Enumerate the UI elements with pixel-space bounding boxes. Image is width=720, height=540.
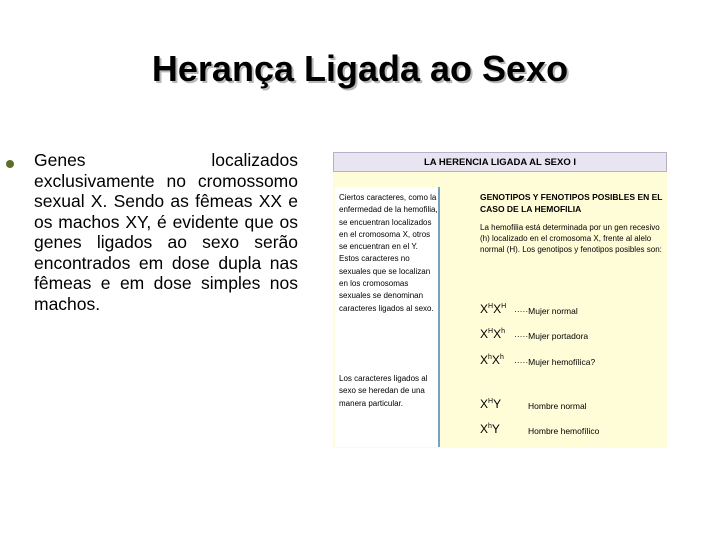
genotype: $X^HX^h$ xyxy=(480,327,505,341)
figure-right-column xyxy=(480,192,666,255)
slide-title: Herança Ligada ao Sexo xyxy=(151,48,569,89)
phenotype-label: ·····Mujer portadora xyxy=(514,331,589,341)
figure-right-text: La hemofilia está determinada por un gen recesivo (h) localizado en el cromosoma X, frente al alelo normal (H). Los genotipos y fenotipos posibles son: xyxy=(480,223,662,254)
phenotype-label: ·····Mujer normal xyxy=(514,306,578,316)
genotype: $X^HX^H$ xyxy=(480,302,507,316)
figure-left-paragraph-2: Los caracteres ligados al sexo se heredan de una manera particular. xyxy=(339,374,428,408)
phenotype-label: ·····Mujer hemofílica? xyxy=(514,357,596,367)
bullet-marker xyxy=(6,160,14,168)
hemophilia-figure xyxy=(333,152,667,448)
bullet-text: Genes localizados exclusivamente no cromossomo sexual X. Sendo as fêmeas XX e os machos XY, é evidente que os genes ligados ao sexo serão encontrados em dose dupla nas fêmeas e em dose simples nos machos. xyxy=(34,150,298,314)
figure-header: LA HERENCIA LIGADA AL SEXO I xyxy=(333,152,667,172)
figure-left-column xyxy=(335,187,440,447)
phenotype-label: Hombre normal xyxy=(528,401,587,411)
genotype: $X^hY$ xyxy=(480,422,500,436)
figure-right-title: GENOTIPOS Y FENOTIPOS POSIBLES EN EL CASO DE LA HEMOFILIA xyxy=(480,192,663,214)
genotype-list xyxy=(480,300,666,445)
figure-left-paragraph-1: Ciertos caracteres, como la enfermedad de la hemofilia, se encuentran localizados en el cromosoma X, otros se encuentran en el Y. Estos caracteres no sexuales que se localizan en los cromosomas sexuales se denominan caracteres ligados al sexo. xyxy=(339,193,438,313)
phenotype-label: Hombre hemofílico xyxy=(528,426,600,436)
genotype: $X^hX^h$ xyxy=(480,353,504,367)
genotype: $X^HY$ xyxy=(480,397,502,411)
